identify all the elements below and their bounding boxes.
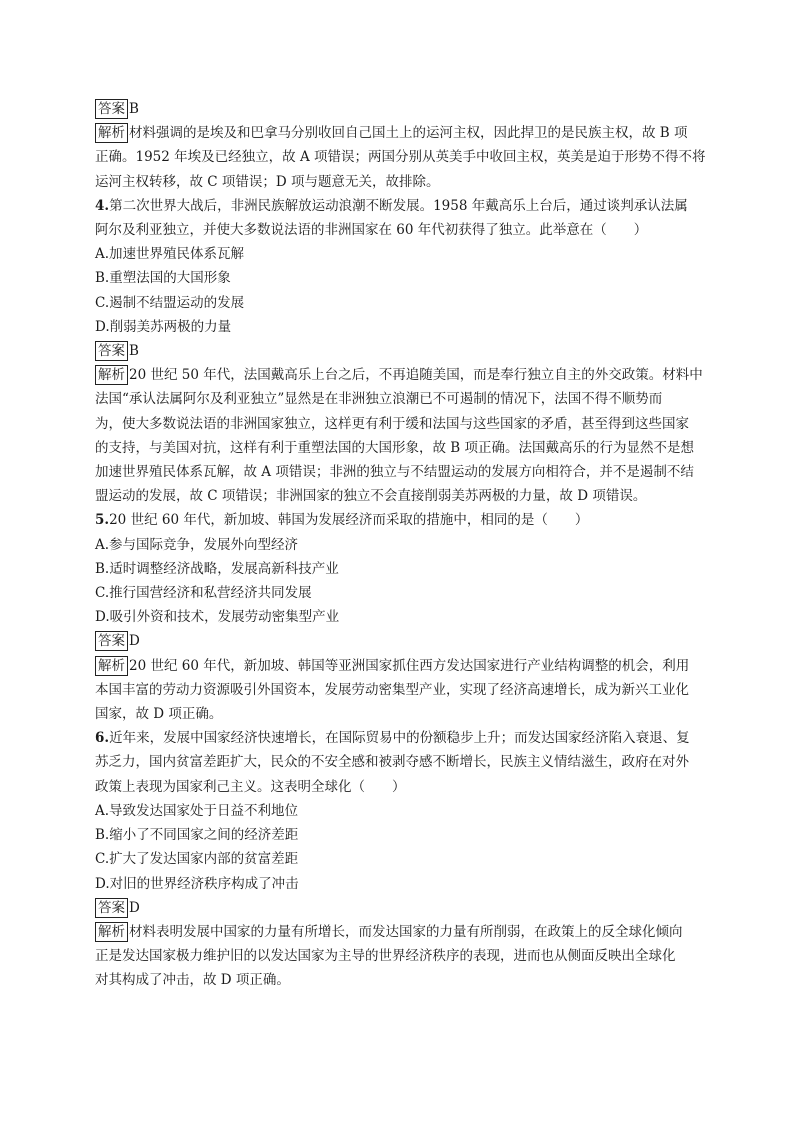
question-text: 近年来，发展中国家经济快速增长，在国际贸易中的份额稳步上升；而发达国家经济陷入衰退、复 bbox=[109, 730, 690, 747]
answer-line bbox=[95, 339, 705, 363]
analysis-line bbox=[95, 678, 705, 702]
analysis-line bbox=[95, 944, 705, 968]
question-option: B.适时调整经济战略，发展高新科技产业 bbox=[95, 560, 339, 577]
analysis-line bbox=[95, 121, 705, 145]
analysis-text: 20 世纪 60 年代，新加坡、韩国等亚洲国家抓住西方发达国家进行产业结构调整的机会，利用 bbox=[129, 657, 690, 674]
question-option: A.导致发达国家处于日益不利地位 bbox=[95, 802, 299, 819]
question-number: 4. bbox=[95, 197, 110, 214]
analysis-line bbox=[95, 484, 705, 508]
analysis-text: 法国“承认法属阿尔及利亚独立”显然是在非洲独立浪潮已不可遏制的情况下，法国不得不顺势而 bbox=[95, 391, 663, 408]
analysis-line bbox=[95, 145, 705, 169]
analysis-line bbox=[95, 387, 705, 411]
analysis-label: 解析 bbox=[95, 922, 128, 942]
analysis-line bbox=[95, 702, 705, 726]
question-option: D.削弱美苏两极的力量 bbox=[95, 318, 232, 335]
question-option: B.缩小了不同国家之间的经济差距 bbox=[95, 827, 299, 844]
question-line bbox=[95, 508, 705, 532]
question-option: A.加速世界殖民体系瓦解 bbox=[95, 246, 245, 263]
question-text: 20 世纪 60 年代，新加坡、韩国为发展经济而采取的措施中，相同的是（ ） bbox=[109, 512, 589, 529]
analysis-label: 解析 bbox=[95, 656, 128, 676]
analysis-text: 为，使大多数说法语的非洲国家独立，这样更有利于缓和法国与这些国家的矛盾，甚至得到这些国家 bbox=[95, 415, 689, 432]
answer-value: B bbox=[129, 101, 139, 117]
question-option: C.遏制不结盟运动的发展 bbox=[95, 294, 245, 311]
answer-label: 答案 bbox=[95, 99, 128, 119]
analysis-line bbox=[95, 412, 705, 436]
analysis-text: 对其构成了冲击，故 D 项正确。 bbox=[95, 972, 290, 989]
question-text: 苏乏力，国内贫富差距扩大，民众的不安全感和被剥夺感不断增长，民族主义情结滋生，政府在对外 bbox=[95, 754, 689, 771]
question-option: C.推行国营经济和私营经济共同发展 bbox=[95, 585, 312, 602]
analysis-label: 解析 bbox=[95, 365, 128, 385]
question-line bbox=[95, 775, 705, 799]
analysis-line bbox=[95, 968, 705, 992]
analysis-text: 20 世纪 50 年代，法国戴高乐上台之后，不再追随美国，而是奉行独立自主的外交政策。材料中 bbox=[129, 367, 703, 384]
answer-label: 答案 bbox=[95, 631, 128, 651]
question-line bbox=[95, 218, 705, 242]
analysis-text: 运河主权转移，故 C 项错误；D 项与题意无关，故排除。 bbox=[95, 173, 440, 190]
question-line bbox=[95, 194, 705, 218]
analysis-text: 的支持，与美国对抗，这样有利于重塑法国的大国形象，故 B 项正确。法国戴高乐的行为显然不是想 bbox=[95, 439, 695, 456]
answer-label: 答案 bbox=[95, 898, 128, 918]
analysis-text: 正是发达国家极力维护旧的以发达国家为主导的世界经济秩序的表现，进而也从侧面反映出全球化 bbox=[95, 948, 676, 965]
question-option: A.参与国际竞争，发展外向型经济 bbox=[95, 536, 299, 553]
question-option: C.扩大了发达国家内部的贫富差距 bbox=[95, 851, 299, 868]
question-line bbox=[95, 750, 705, 774]
question-option: B.重塑法国的大国形象 bbox=[95, 270, 231, 287]
answer-value: B bbox=[129, 343, 139, 360]
question-text: 阿尔及利亚独立，并使大多数说法语的非洲国家在 60 年代初获得了独立。此举意在（ ） bbox=[95, 222, 648, 239]
answer-label: 答案 bbox=[95, 341, 128, 361]
answer-value: D bbox=[129, 633, 140, 650]
analysis-text: 正确。1952 年埃及已经独立，故 A 项错误；两国分别从英美手中收回主权，英美是迫于形势不得不将 bbox=[95, 149, 706, 166]
answer-value: D bbox=[129, 899, 140, 916]
analysis-text: 盟运动的发展，故 C 项错误；非洲国家的独立不会直接削弱美苏两极的力量，故 D 项错误。 bbox=[95, 488, 647, 505]
document-content bbox=[95, 97, 705, 993]
analysis-text: 加速世界殖民体系瓦解，故 A 项错误；非洲的独立与不结盟运动的发展方向相符合，并不是遏制不结 bbox=[95, 464, 694, 481]
answer-line bbox=[95, 97, 705, 121]
analysis-line bbox=[95, 170, 705, 194]
analysis-line bbox=[95, 363, 705, 387]
question-text: 政策上表现为国家利己主义。这表明全球化（ ） bbox=[95, 778, 406, 795]
question-number: 5. bbox=[95, 512, 110, 529]
analysis-label: 解析 bbox=[95, 123, 128, 143]
answer-line bbox=[95, 896, 705, 920]
question-option: D.对旧的世界经济秩序构成了冲击 bbox=[95, 875, 299, 892]
analysis-text: 材料强调的是埃及和巴拿马分别收回自己国土上的运河主权，因此捍卫的是民族主权，故 B 项 bbox=[129, 125, 688, 142]
analysis-line bbox=[95, 436, 705, 460]
analysis-line bbox=[95, 460, 705, 484]
analysis-line bbox=[95, 920, 705, 944]
question-option: D.吸引外资和技术，发展劳动密集型产业 bbox=[95, 609, 340, 626]
question-line bbox=[95, 726, 705, 750]
analysis-text: 国家，故 D 项正确。 bbox=[95, 706, 223, 723]
analysis-text: 材料表明发展中国家的力量有所增长，而发达国家的力量有所削弱，在政策上的反全球化倾向 bbox=[129, 923, 683, 940]
analysis-text: 本国丰富的劳动力资源吸引外国资本，发展劳动密集型产业，实现了经济高速增长，成为新兴工业化 bbox=[95, 681, 689, 698]
analysis-line bbox=[95, 654, 705, 678]
answer-line bbox=[95, 629, 705, 653]
question-text: 第二次世界大战后，非洲民族解放运动浪潮不断发展。1958 年戴高乐上台后，通过谈判承认法属 bbox=[109, 197, 688, 214]
question-number: 6. bbox=[95, 730, 110, 747]
